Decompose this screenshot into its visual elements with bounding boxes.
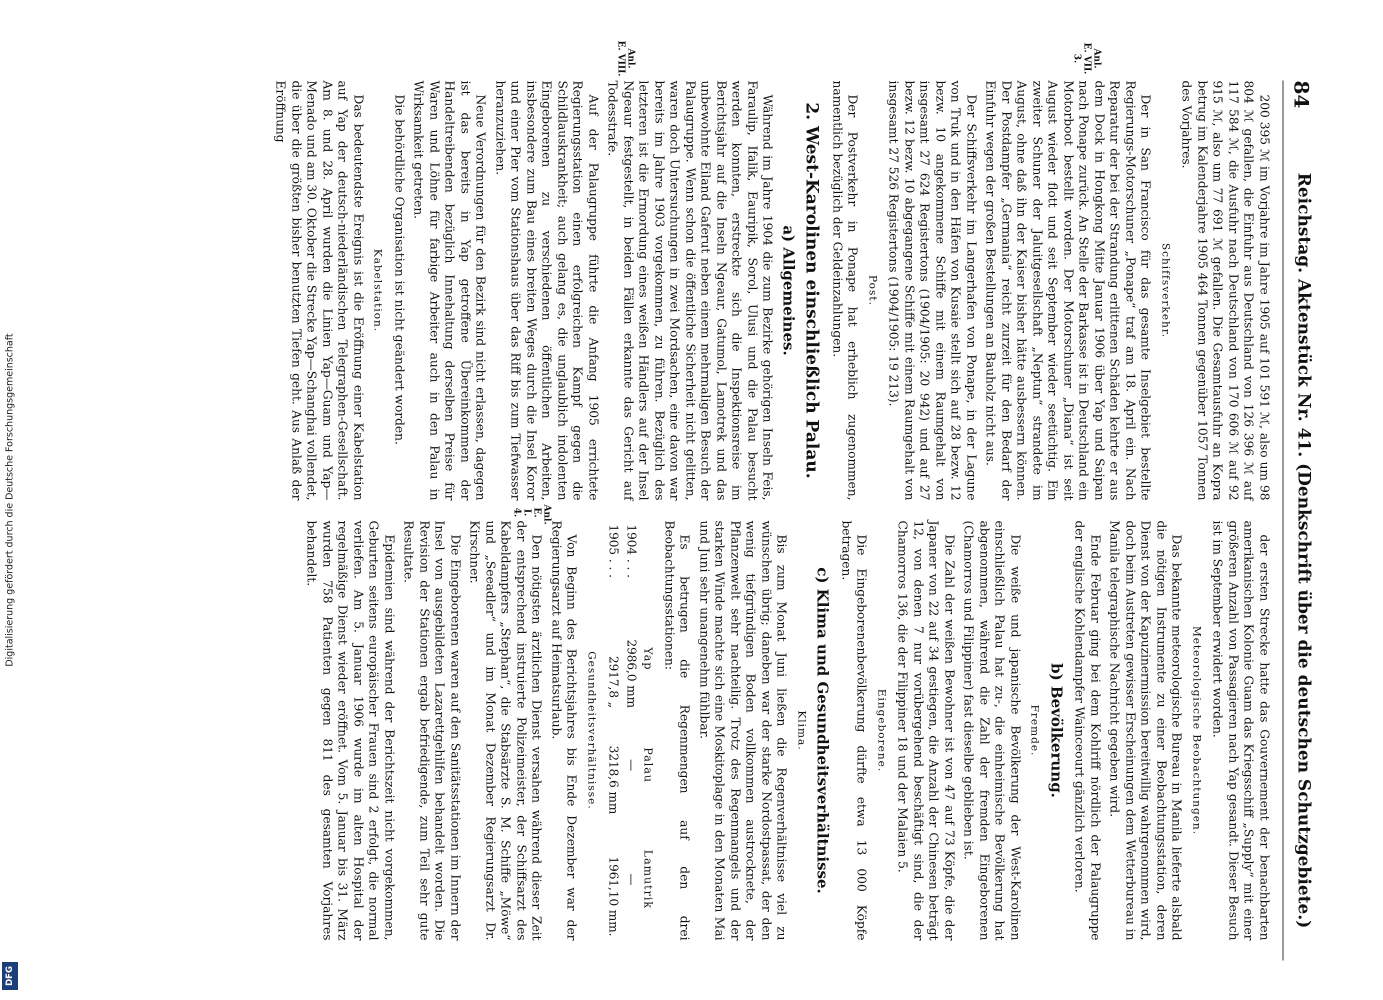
dfg-logo-text: DFG (5, 966, 15, 986)
page-header (1282, 80, 1313, 960)
running-title: Reichstag. Aktenstück Nr. 41. (Denkschrift über die deutschen Schutzgebiete.) (1293, 172, 1313, 928)
table-header-cell: Palau (641, 746, 655, 783)
subheading-allgemeines: a) Allgemeines. (779, 224, 797, 356)
table-cell: 3218,6 mm (606, 745, 621, 814)
section-heading-schiffsverkehr: Schiffsverkehr. (1159, 242, 1171, 338)
margin-note-viii: Anl. E. VIII. (615, 40, 635, 76)
paragraph: Die behördliche Organisation ist nicht geändert worden. (392, 94, 406, 445)
paragraph: Während im Jahre 1904 die zum Bezirke gehörigen Inseln Feis, Faraulip, Ifalik, Eauripik, Sorol, Ulusi und die Palau besucht werden konnten, erstreckte sich die Inspektionsreise im Berichtsjahr auf die Inseln Ngeaur, Gatumol, Lamotrek und das unbewohnte Eiland Gaferut neben einem mehrmaligen Besuch der Palaugruppe. Wenn schon die öffentliche Sicherheit nicht gelitten, waren doch Untersuchungen in zwei Mordsachen, eine davon war bereits im Jahre 1903 vorgekommen, zu führen. Bezüglich des letzteren ist die Ermordung eines weißen Händlers auf der Insel Ngeaur festgestellt, in beiden Fällen erkannte das Gericht auf Todesstrafe. (605, 80, 775, 500)
table-header-row (639, 520, 657, 940)
paragraph: Epidemien sind während der Berichtszeit nicht vorgekommen, Geburten seitens europäischer Frauen sind 2 erfolgt, die normal verliefen. Am 5. Januar 1906 wurde im alten Hospital der regelmäßige Dienst wieder eröffnet. Vom 5. Januar bis 31. März wurden 758 Patienten gegen 811 des gesamten Vorjahres behandelt. (304, 520, 396, 940)
section-heading-gesundheit: Gesundheitsverhältnisse. (585, 650, 597, 810)
paragraph: Das bekannte meteorologische Bureau in Manila lieferte alsbald die nötigen Instrumente zu einer Beobachtungsstation, deren Dienst von der Kapuzinermission bereitwillig wahrgenommen wird, doch beim Austreten gewisser Erscheinungen dem Wetterbureau in Manila telegraphische Nachricht gegeben wird. (1107, 520, 1184, 940)
paragraph: Die Zahl der weißen Bewohner ist von 47 auf 73 Köpfe, die der Japaner von 22 auf 34 gestiegen, die Anzahl der Chinesen beträgt 12, von denen 7 nur vorübergehend beschäftigt sind, die der Chamorros 136, die der Filippiner 18 und der Malaien 5. (895, 520, 956, 940)
chapter-heading-west-karolinen: 2. West-Karolinen einschließlich Palau. (801, 101, 822, 479)
margin-note-vii: Anl. E. VII. 3. (1071, 42, 1101, 74)
paragraph: Der in San Francisco für das gesamte Inselgebiet bestellte Regierungs-Motorschuner „Ponape“ traf am 18. April ein. Nach Reparatur der bei der Strandung erlittenen Schäden kehrte er aus dem Dock in Hongkong Mitte Januar 1906 über Yap und Saipan nach Ponape zurück. An Stelle der Barkasse ist in Deutschland ein Motorboot bestellt worden. Der Motorschuner „Diana“ ist seit August wieder flott und seit September wieder seetüchtig. Ein zweiter Schuner der Jaluitgesellschaft „Neptun“ strandete im August, ohne daß ihn der Kaiser bisher hätte ausbessern können. Der Postdampfer „Germania“ reicht zurzeit für den Bedarf der Einfuhr wegen der großen Bestellungen an Bauholz nicht aus. (983, 80, 1153, 500)
page-number: 84 (1289, 80, 1313, 108)
paragraph: Die weiße und japanische Bevölkerung der West-Karolinen einschließlich Palau hat zu-, die einheimische Bevölkerung hat abgenommen, während die Zahl der fremden Eingeborenen (Chamorros und Filippiner) fast dieselbe geblieben ist. (961, 520, 1022, 940)
paragraph: Es betrugen die Regenmengen auf den drei Beobachtungsstationen: (662, 520, 692, 940)
paragraph: Neue Verordnungen für den Bezirk sind nicht erlassen, dagegen ist das bereits in Yap getroffene Übereinkommen der Handeltreibenden bezüglich Innehaltung derselben Preise für Waren und Löhne für farbige Arbeiter auch in den Palau in Wirksamkeit getreten. (411, 80, 488, 500)
paragraph: Der Postverkehr in Ponape hat erheblich zugenommen, namentlich bezüglich der Geldeinzahlungen. (830, 80, 860, 500)
margin-note-i4: Anl. E. I. 4. (511, 504, 551, 525)
section-heading-meteorologie: Meteorologische Beobachtungen. (1190, 625, 1202, 835)
table-header-cell (639, 520, 657, 605)
table-cell: 2917,8 „ (606, 655, 621, 708)
table-cell: — (624, 758, 638, 771)
paragraph: Den nötigsten ärztlichen Dienst versahen während dieser Zeit der entsprechend instruierte Polizeimeister, der Schiffsarzt des Kabeldampfers „Stephan“, die Stabsärzte S. M. Schiffe „Möwe“ und „Seeadler“ und im Monat Dezember Regierungsarzt Dr. Kirschner. (467, 520, 544, 940)
table-row (622, 520, 640, 940)
table-cell-year: 1904 . . . (624, 524, 638, 578)
table-header-cell: Lamutrik (641, 849, 655, 909)
subheading-bevoelkerung: b) Bevölkerung. (1047, 662, 1065, 798)
paragraph: Die Eingeborenenbevölkerung dürfte etwa 13 000 Köpfe betragen. (839, 520, 869, 940)
paragraph: Ende Februar ging bei dem Kohlriff nördlich der Palaugruppe der englische Kohlendampfer Wainceourt gänzlich verloren. (1072, 520, 1102, 940)
subheading-klima: c) Klima und Gesundheitsverhältnisse. (813, 566, 832, 894)
section-heading-eingeborene: Eingeborene. (875, 688, 887, 772)
table-cell: 1961,10 mm. (606, 855, 621, 936)
paragraph: der ersten Strecke hatte das Gouvernement der benachbarten amerikanischen Kolonie Guam das Kriegsschiff „Supply“ mit einer größeren Anzahl von Passagieren nach Yap gesandt. Dieser Besuch ist im September erwidert worden. (1210, 520, 1271, 940)
paragraph: Auf der Palaugruppe führte die Anfang 1905 errichtete Regierungsstation einen erfolgreichen Kampf gegen die Schildlauskrankheit; auch gelang es, die unglaublich indolenten Eingeborenen zu verschiedenen öffentlichen Arbeiten, insbesondere zum Bau eines breiten Weges durch die Insel Koror und einer Pier vom Stationshaus über das Riff bis zum Tiefwasser heranzuziehen. (493, 80, 600, 500)
table-header-cell: Yap (641, 646, 655, 670)
section-heading-fremde: Fremde. (1028, 704, 1041, 756)
credit-text: Digitalisierung gefördert durch die Deutsche Forschungsgemeinschaft (4, 333, 16, 667)
paragraph: Bis zum Monat Juni ließen die Regenverhältnisse viel zu wünschen übrig; daneben war der starke Nordostpassat, der den wenig tiefgründigen Boden vollkommen austrocknete, der Pflanzenwelt sehr nachteilig. Trotz des Regenmangels und der starken Winde machte sich eine Moskitoplage in den Monaten Mai und Juni sehr unangenehm fühlbar. (697, 520, 789, 940)
paragraph: Von Beginn des Berichtsjahres bis Ende Dezember war der Regierungsarzt auf Heimatsurlaub. (549, 520, 579, 940)
paragraph: 200 395 ℳ im Vorjahre im Jahre 1905 auf 101 591 ℳ, also um 98 804 ℳ gefallen, die Einfuhr aus Deutschland von 126 396 ℳ auf 117 584 ℳ, die Ausfuhr nach Deutschland von 170 606 ℳ auf 92 915 ℳ, also um 77 691 ℳ gefallen. Die Gesamtausfuhr an Kopra betrug im Kalenderjahre 1905 464 Tonnen gegenüber 1057 Tonnen des Vorjahres. (1179, 80, 1271, 500)
section-heading-post: Post. (866, 274, 878, 306)
table-cell: 2986,0 mm (624, 638, 638, 708)
left-column (268, 80, 1271, 500)
paragraph: Das bedeutendste Ereignis ist die Eröffnung einer Kabelstation auf Yap der deutsch-niederländischen Telegraphen-Gesellschaft. Am 8. und 28. April wurden die Linien Yap—Guam und Yap—Menado und am 30. Oktober die Strecke Yap—Schanghai vollendet, die über die größten bisher benutzten Tiefen geht. Aus Anlaß der Eröffnung (273, 80, 365, 500)
table-cell-year: 1905 . . . (606, 524, 621, 578)
right-column (299, 520, 1271, 940)
table-row (604, 520, 622, 940)
paragraph: Die Eingeborenen waren auf den Sanitätsstationen im Innern der Insel von ausgebildeten Lazarettgehilfen behandelt worden. Die Revision der Stationen ergab befriedigende, zum Teil sehr gute Resultate. (401, 520, 462, 940)
section-heading-kabelstation: Kabelstation. (371, 248, 384, 332)
table-cell: — (624, 872, 638, 885)
rainfall-table (604, 520, 657, 940)
paragraph: Der Schiffsverkehr im Langerhafen von Ponape, in der Lagune von Truk und in den Häfen von Kusaie stellt sich auf 28 bezw. 12 bezw. 10 angekommene Schiffe mit einem Raumgehalt von insgesamt 27 624 Registertons (1904/1905: 20 942) und auf 27 bezw. 12 bezw. 10 abgegangene Schiffe mit einem Raumgehalt von insgesamt 27 526 Registertons (1904/1905: 19 213). (886, 80, 978, 500)
section-heading-klima: Klima. (795, 709, 807, 751)
